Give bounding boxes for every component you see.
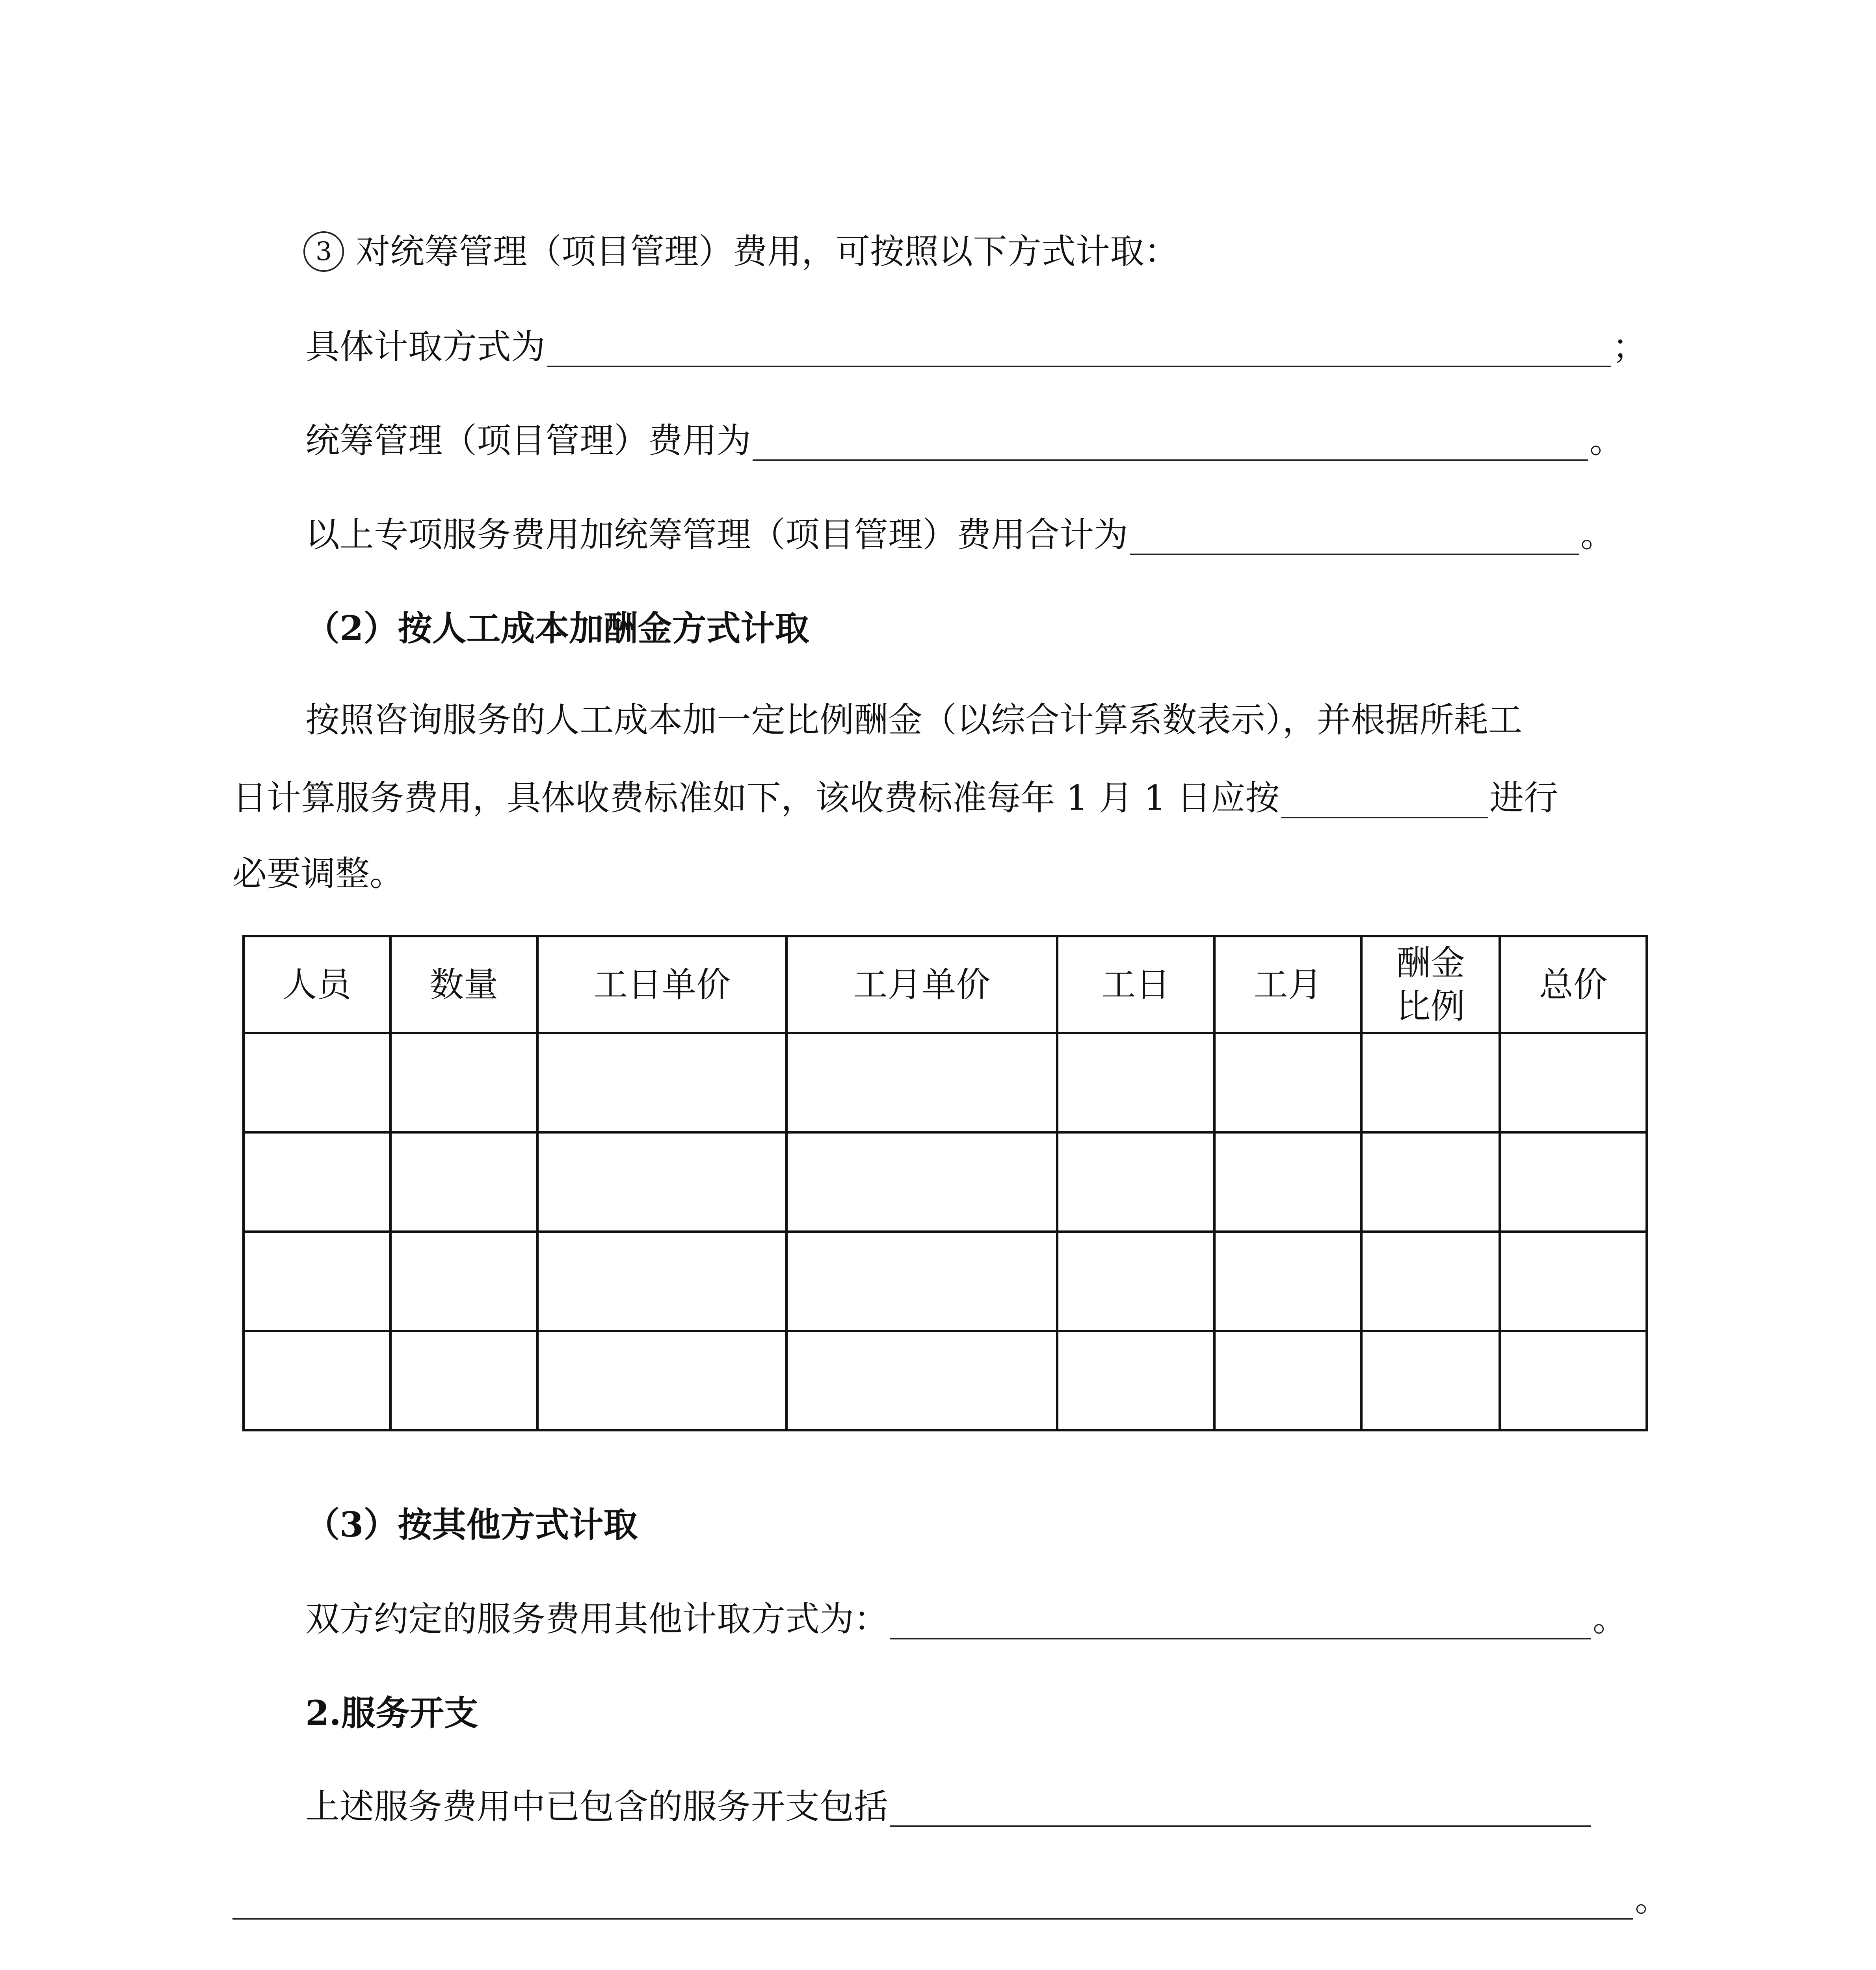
- table-cell[interactable]: [1500, 1033, 1647, 1132]
- section-2-para-line-2: [232, 772, 1558, 823]
- table-cell[interactable]: [244, 1132, 390, 1232]
- table-cell[interactable]: [786, 1331, 1057, 1430]
- labor-cost-table: [242, 935, 1648, 1431]
- section-2-heading: （2）按人工成本加酬金方式计取: [305, 608, 809, 649]
- table-cell[interactable]: [244, 1033, 390, 1132]
- section-2-para-line-2-a: 日计算服务费用，具体收费标准如下，该收费标准每年 1 月 1 日应按: [232, 778, 1280, 818]
- table-cell[interactable]: [786, 1132, 1057, 1232]
- table-header-row: [244, 936, 1647, 1033]
- header-personnel: 人员: [244, 936, 390, 1033]
- expense-end: 。: [1635, 1879, 1669, 1919]
- table-cell[interactable]: [1057, 1331, 1215, 1430]
- header-reward-ratio-line-2: 比例: [1396, 986, 1465, 1026]
- header-quantity: 数量: [390, 936, 538, 1033]
- total-line: [305, 509, 1615, 560]
- table-cell[interactable]: [390, 1331, 538, 1430]
- table-cell[interactable]: [1057, 1232, 1215, 1331]
- table-cell[interactable]: [1361, 1132, 1500, 1232]
- expense-line: [305, 1781, 1593, 1832]
- table-cell[interactable]: [1214, 1232, 1361, 1331]
- other-method-blank[interactable]: [890, 1598, 1591, 1639]
- section-2-para-line-2-b: 进行: [1489, 778, 1558, 818]
- table-cell[interactable]: [244, 1232, 390, 1331]
- table-cell[interactable]: [786, 1033, 1057, 1132]
- other-method-label: 双方约定的服务费用其他计取方式为：: [305, 1599, 888, 1639]
- table-cell[interactable]: [537, 1033, 786, 1132]
- section-3-heading: （3）按其他方式计取: [305, 1504, 638, 1545]
- total-label: 以上专项服务费用加统筹管理（项目管理）费用合计为: [305, 515, 1128, 555]
- header-workdays: 工日: [1057, 936, 1215, 1033]
- compensation-line-1: [305, 1968, 1539, 1970]
- table-cell[interactable]: [1361, 1033, 1500, 1132]
- adjust-basis-blank[interactable]: [1281, 777, 1488, 818]
- table-row: [244, 1033, 1647, 1132]
- table-row: [244, 1132, 1647, 1232]
- table-cell[interactable]: [1361, 1232, 1500, 1331]
- item-3-text: 对统筹管理（项目管理）费用，可按照以下方式计取：: [356, 231, 1179, 271]
- total-end: 。: [1580, 515, 1615, 555]
- method-end: ；: [1612, 327, 1647, 367]
- table-cell[interactable]: [1500, 1132, 1647, 1232]
- header-daily-rate: 工日单价: [537, 936, 786, 1033]
- item-3-line: [303, 226, 1179, 277]
- table-cell[interactable]: [537, 1232, 786, 1331]
- expense-blank-2[interactable]: [232, 1879, 1633, 1920]
- table-cell[interactable]: [390, 1033, 538, 1132]
- method-line: [305, 321, 1647, 372]
- section-2-para-line-1: 按照咨询服务的人工成本加一定比例酬金（以综合计算系数表示），并根据所耗工: [305, 700, 1523, 740]
- table-cell[interactable]: [1214, 1331, 1361, 1430]
- table-row: [244, 1232, 1647, 1331]
- expense-line-2: [232, 1873, 1669, 1925]
- table-cell[interactable]: [537, 1331, 786, 1430]
- circled-number-3: 3: [303, 231, 344, 272]
- header-workmonths: 工月: [1214, 936, 1361, 1033]
- mgmt-fee-label: 统筹管理（项目管理）费用为: [305, 420, 751, 461]
- table-cell[interactable]: [1500, 1232, 1647, 1331]
- expense-label: 上述服务费用中已包含的服务开支包括: [305, 1786, 888, 1827]
- table-cell[interactable]: [1214, 1132, 1361, 1232]
- header-monthly-rate: 工月单价: [786, 936, 1057, 1033]
- other-method-end: 。: [1593, 1599, 1627, 1639]
- section-2-para-line-3: 必要调整。: [232, 853, 404, 894]
- expense-blank-1[interactable]: [890, 1786, 1591, 1827]
- table-cell[interactable]: [537, 1132, 786, 1232]
- total-blank[interactable]: [1130, 514, 1579, 555]
- table-cell[interactable]: [1214, 1033, 1361, 1132]
- table-cell[interactable]: [244, 1331, 390, 1430]
- table-cell[interactable]: [786, 1232, 1057, 1331]
- table-row: [244, 1331, 1647, 1430]
- other-method-line: [305, 1593, 1627, 1645]
- mgmt-fee-end: 。: [1590, 420, 1624, 461]
- method-blank[interactable]: [547, 326, 1611, 367]
- table-cell[interactable]: [1057, 1132, 1215, 1232]
- table-cell[interactable]: [390, 1132, 538, 1232]
- table-cell[interactable]: [1500, 1331, 1647, 1430]
- header-reward-ratio-line-1: 酬金: [1396, 943, 1465, 983]
- mgmt-fee-line: [305, 415, 1624, 466]
- header-total: 总价: [1500, 936, 1647, 1033]
- header-reward-ratio: [1361, 936, 1500, 1033]
- table-cell[interactable]: [1361, 1331, 1500, 1430]
- table-cell[interactable]: [1057, 1033, 1215, 1132]
- mgmt-fee-blank[interactable]: [753, 420, 1588, 461]
- table-cell[interactable]: [390, 1232, 538, 1331]
- method-label: 具体计取方式为: [305, 327, 545, 367]
- expense-heading: 2.服务开支: [305, 1693, 478, 1733]
